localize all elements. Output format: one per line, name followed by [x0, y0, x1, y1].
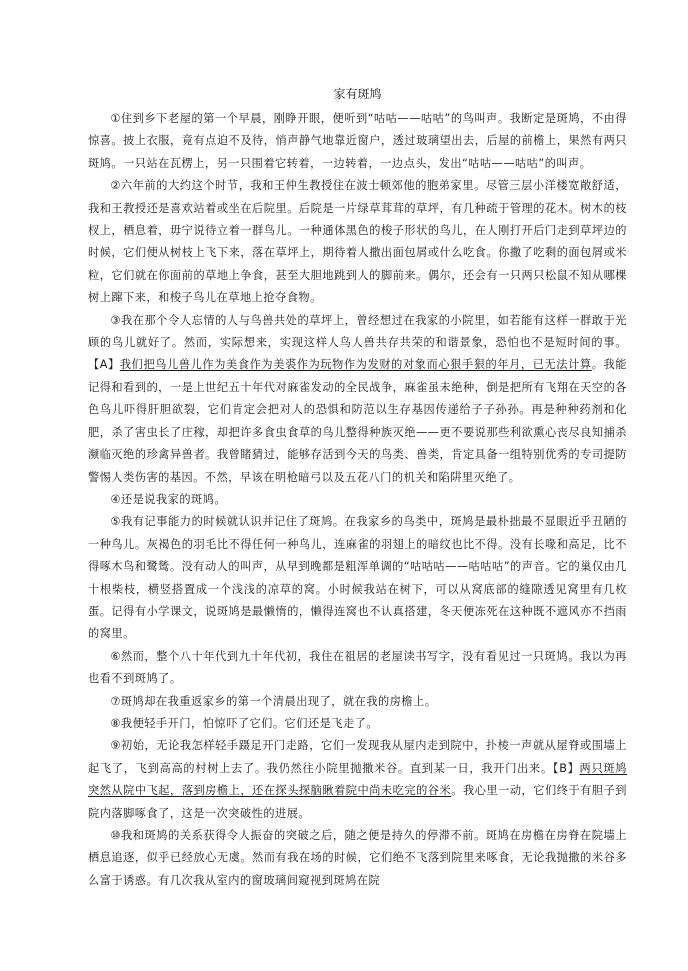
paragraph-3 [88, 310, 627, 489]
paragraph-9 [88, 735, 627, 825]
paragraph-9-rest: 。我心里一动，它们终于有胆子到院内落脚啄食了，这是一次突破性的进展。 [88, 784, 627, 820]
paragraph-4: ④还是说我家的斑鸠。 [110, 492, 227, 506]
marker-b: 【B】 [552, 761, 580, 775]
paragraph-8: ⑧我便轻手开门，怕惊吓了它们。它们还是飞走了。 [110, 716, 379, 730]
paragraph-9-text: ⑨初始，无论我怎样轻手蹑足开门走路，它们一发现我从屋内走到院中，扑棱一声就从屋脊或围墙上起飞了，飞到高高的村树上去了。我仍然往小院里抛撒米谷。直到某一日，我开门出来。 [88, 739, 627, 775]
paragraph-6: ⑥然而，整个八十年代到九十年代初，我住在祖居的老屋读书写字，没有看见过一只斑鸠。我以为再也看不到斑鸠了。 [88, 649, 627, 686]
marker-a: 【A】 [88, 358, 120, 372]
paragraph-2: ②六年前的大约这个时节，我和王仲生教授住在波士顿郊他的胞弟家里。尽管三层小洋楼宽敞舒适，我和王教授还是喜欢站着或坐在后院里。后院是一片绿草茸茸的草坪，有几种疏于管理的花木。树木的枝杈上，栖息着，毋宁说待立着一群鸟儿。一种通体黑色的梭子形状的鸟儿，在人刚打开后门走到草坪边的时候，它们便从树枝上飞下来，落在草坪上，期待着人撒出面包屑或什么吃食。你撒了吃剩的面包屑或米粒，它们就在你面前的草地上争食，甚至大胆地跳到人的脚前来。偶尔，还会有一只两只松鼠不知从哪棵树上蹿下来，和梭子鸟儿在草地上抢夺食物。 [88, 179, 627, 305]
paragraph-7: ⑦斑鸠却在我重返家乡的第一个清晨出现了，就在我的房檐上。 [110, 694, 437, 708]
paragraph-3-text: ③我在那个令人忘情的人与鸟兽共处的草坪上，曾经想过在我家的小院里，如若能有这样一群敢于光顾的鸟儿就好了。然而，实际想来，实现这样人鸟人兽共存共荣的和谐景象，恐怕也不是短时间的事。 [88, 313, 627, 350]
document-page [88, 84, 627, 892]
underlined-sentence-b: 两只斑鸠突然从院中飞起，落到房檐上，还在探头探脑瞅着院中尚未吃完的谷米 [88, 761, 627, 798]
paragraph-3-rest: 。我能记得和看到的，一是上世纪五十年代对麻雀发动的全民战争，麻雀虽未绝种，倒是把所有飞翔在天空的各色鸟儿吓得肝胆欲裂，它们肯定会把对人的恐惧和防范以生存基因传递给子子孙孙。再是种种药剂和化肥，杀了害虫长了庄稼，却把许多食虫食草的鸟儿整得种族灭绝——更不要说那些利欲熏心丧尽良知捕杀濒临灭绝的珍禽异兽者。我曾睹猜过，能够存活到今天的鸟类、兽类，肯定具备一组特别优秀的专司提防警惕人类伤害的基因。不然，早该在明枪暗弓以及五花八门的机关和陷阱里灭绝了。 [88, 358, 627, 484]
article-title: 家有斑鸠 [333, 87, 382, 101]
paragraph-1: ①住到乡下老屋的第一个早晨，刚睁开眼，便听到“咕咕——咕咕”的鸟叫声。我断定是斑鸠，不由得惊喜。披上衣服，竟有点迫不及待，悄声静气地靠近窗户，透过玻璃望出去，后屋的前檐上，果然有两只斑鸠。一只站在瓦楞上，另一只围着它转着，一边转着，一边点头，发出“咕咕——咕咕”的叫声。 [88, 112, 627, 170]
paragraph-10: ⑩我和斑鸠的关系获得令人振奋的突破之后，随之便是持久的停滞不前。斑鸠在房檐在房脊在院墙上栖息追逐，似乎已经放心无虞。然而有我在场的时候，它们绝不飞落到院里来啄食，无论我抛撒的米谷多么富于诱惑。有几次我从室内的窗玻璃间窥视到斑鸠在院 [88, 829, 627, 887]
paragraph-5: ⑤我有记事能力的时候就认识并记住了斑鸠。在我家乡的鸟类中，斑鸠是最朴拙最不显眼近乎丑陋的一种鸟儿。灰褐色的羽毛比不得任何一种鸟儿，连麻雀的羽翅上的暗纹也比不得。没有长喙和高足，比不得啄木鸟和鹭鸶。没有动人的叫声，从早到晚都是粗浑单调的“咕咕咕——咕咕咕”的声音。它的巢仅由几十根柴枝，横竖搭置成一个浅浅的凉草的窝。小时候我站在树下，可以从窝底部的缝隙透见窝里有几枚蛋。记得有小学课文，说斑鸠是最懒惰的，懒得连窝也不认真搭建，冬天便冻死在这种既不遮风亦不挡雨的窝里。 [88, 515, 627, 641]
underlined-sentence-a: 我们把鸟儿兽儿作为美食作为美裘作为玩物作为发财的对象而心狠手狠的年月，已无法计算 [119, 358, 592, 372]
